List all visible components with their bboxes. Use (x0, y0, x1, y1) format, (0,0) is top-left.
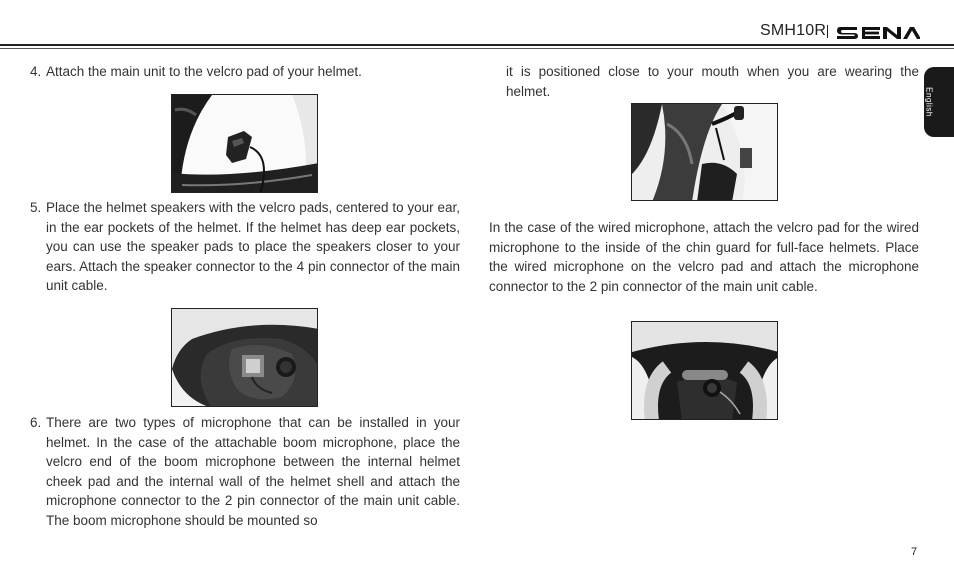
step-5-text: Place the helmet speakers with the velcro pads, centered to your ear, in the ear pockets of the helmet. If the helmet has deep ear pockets, you can use the speaker pads to place the speakers closer to your ears. Attach the speaker connector to the 4 pin connector of the main unit cable. (46, 200, 460, 294)
header-rule-thick (0, 44, 954, 46)
step-5-number: 5. (30, 200, 42, 215)
step-4-text: Attach the main unit to the velcro pad of your helmet. (46, 64, 362, 79)
sena-logo (836, 24, 920, 40)
photo-boom-microphone (631, 103, 778, 201)
step-4-number: 4. (30, 64, 42, 79)
photo-main-unit-on-helmet (171, 94, 318, 193)
header-model-name: SMH10R (760, 22, 827, 39)
page-number: 7 (911, 546, 918, 558)
step-5 (30, 198, 460, 296)
photo-speaker-in-ear-pocket (171, 308, 318, 407)
step-6-continuation: it is positioned close to your mouth when you are wearing the helmet. (506, 64, 919, 99)
photo-wired-microphone (631, 321, 778, 420)
wired-microphone-text: In the case of the wired microphone, attach the velcro pad for the wired microphone to the inside of the chin guard for full-face helmets. Place the wired microphone on the velcro pad and attach the microphone connector to the 2 pin connector of the main unit cable. (489, 220, 919, 294)
header-rule-thin (0, 48, 954, 49)
step-6-text: There are two types of microphone that can be installed in your helmet. In the case of the attachable boom microphone, place the velcro end of the boom microphone between the internal helmet cheek pad and the internal wall of the helmet shell and attach the microphone connector to the 2 pin connector of the main unit cable. The boom microphone should be mounted so (46, 415, 460, 528)
step-6-number: 6. (30, 415, 42, 430)
header-separator (827, 25, 828, 38)
step-4 (30, 62, 460, 82)
language-tab-label: English (924, 87, 934, 117)
step-6 (30, 413, 460, 531)
